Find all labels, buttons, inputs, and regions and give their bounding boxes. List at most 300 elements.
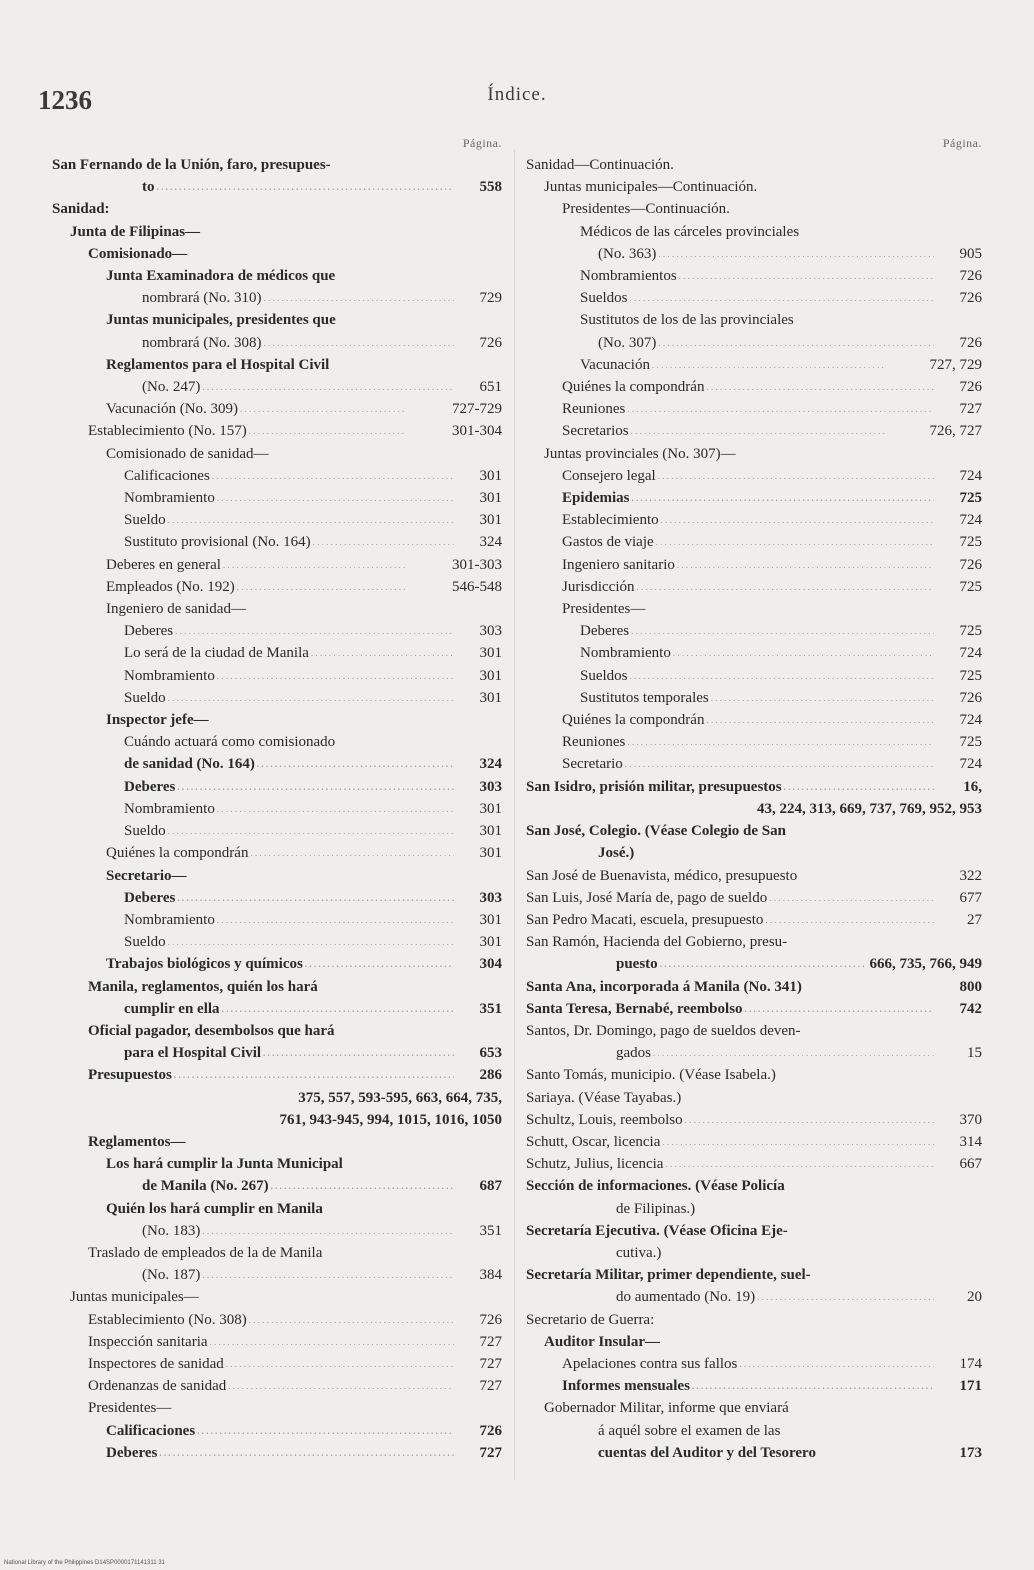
index-entry-page: 726, 727 [929, 423, 982, 440]
index-entry-page: 303 [479, 889, 502, 906]
index-entry [52, 221, 502, 243]
index-entry [526, 509, 982, 531]
index-entry-text: (No. 183) . . . [52, 1220, 454, 1242]
index-entry-page: 301 [479, 911, 502, 928]
index-entry [526, 753, 982, 775]
index-entry-text: (No. 307) . . . [526, 332, 934, 354]
index-entry [52, 1198, 502, 1220]
index-entry [52, 1420, 502, 1442]
index-entry-text: Sustitutos temporales . . . [526, 687, 934, 709]
index-entry-text: Santa Ana, incorporada á Manila (No. 341) [526, 978, 802, 995]
index-entry-page: 726 [959, 556, 982, 573]
index-entry [52, 865, 502, 887]
index-entry [526, 665, 982, 687]
index-entry-page: 687 [479, 1178, 502, 1195]
index-entry-page: 546-548 [452, 578, 502, 595]
index-entry [526, 1375, 982, 1397]
index-entry [526, 443, 982, 465]
index-entry [52, 509, 502, 531]
index-entry [526, 176, 982, 198]
index-entry-text: do aumentado (No. 19) . . . [526, 1286, 934, 1308]
index-entry [526, 865, 982, 887]
index-entry [52, 909, 502, 931]
index-entry-page: 724 [959, 512, 982, 529]
index-entry [526, 1420, 982, 1442]
index-entry [526, 998, 982, 1020]
index-entry-text: Juntas municipales— [70, 1289, 199, 1306]
index-entry-text: (No. 363) . . . [526, 243, 934, 265]
index-entry [526, 642, 982, 664]
index-entry-page: 301 [479, 512, 502, 529]
index-entry-page: 27 [967, 911, 982, 928]
index-entry [526, 465, 982, 487]
index-entry [526, 1309, 982, 1331]
index-entry [526, 354, 982, 376]
index-entry-page: 303 [479, 778, 502, 795]
index-entry-text: Sueldos . . . [526, 287, 934, 309]
index-entry-page: 727 [479, 1444, 502, 1461]
index-entry-text: San José de Buenavista, médico, presupuesto [526, 867, 798, 884]
index-page-refs-continued: 761, 943-945, 994, 1015, 1016, 1050 [279, 1111, 502, 1128]
index-entry [52, 976, 502, 998]
index-entry [526, 198, 982, 220]
index-entry [52, 265, 502, 287]
index-entry-text: Los hará cumplir la Junta Municipal [106, 1156, 343, 1173]
index-entry [52, 154, 502, 176]
index-entry [52, 931, 502, 953]
index-entry [52, 642, 502, 664]
index-entry-page: 301 [479, 823, 502, 840]
index-entry-text: Secretaría Militar, primer dependiente, suel- [526, 1267, 811, 1284]
index-entry-text: Deberes . . . [526, 620, 934, 642]
index-entry [52, 665, 502, 687]
index-entry-text: Nombramientos . . . [526, 265, 934, 287]
index-entry [52, 287, 502, 309]
index-entry-text: puesto . . . [526, 953, 864, 975]
index-entry-text: Sueldo . . . [52, 687, 454, 709]
index-entry [52, 1242, 502, 1264]
index-entry-page: 666, 735, 766, 949 [869, 956, 982, 973]
index-entry-page: 286 [479, 1067, 502, 1084]
index-entry [526, 1087, 982, 1109]
index-entry-text: Reglamentos— [88, 1133, 186, 1150]
index-entry [52, 598, 502, 620]
index-entry-text: Sustituto provisional (No. 164) . . . [52, 531, 454, 553]
index-entry-page: 558 [479, 179, 502, 196]
index-entry [52, 354, 502, 376]
index-entry-text: Jurisdicción . . . [526, 576, 934, 598]
index-entry-text: to . . . [52, 176, 454, 198]
index-entry-text: Médicos de las cárceles provinciales [580, 223, 800, 240]
index-entry-page: 727, 729 [929, 356, 982, 373]
index-entry [52, 243, 502, 265]
index-entry-text: Quiénes la compondrán . . . [526, 376, 934, 398]
index-entry-text: Establecimiento (No. 157) . . . [52, 420, 406, 442]
index-list-right [526, 154, 982, 1464]
index-entry [526, 1242, 982, 1264]
index-entry-text: Calificaciones . . . [52, 1420, 454, 1442]
index-entry-page: 905 [959, 245, 982, 262]
index-entry-text: Reuniones . . . [526, 398, 934, 420]
index-entry [52, 465, 502, 487]
index-entry [526, 909, 982, 931]
index-entry-page: 724 [959, 712, 982, 729]
index-entry-text: Santo Tomás, municipio. (Véase Isabela.) [526, 1067, 776, 1084]
index-entry-page: 15 [967, 1045, 982, 1062]
index-entry-text: gados . . . [526, 1042, 934, 1064]
index-entry-text: Sustitutos de los de las provinciales [580, 312, 794, 329]
index-entry-text: Juntas provinciales (No. 307)— [544, 445, 736, 462]
index-entry-page: 725 [959, 734, 982, 751]
index-entry-text: Santa Teresa, Bernabé, reembolso . . . [526, 998, 934, 1020]
index-entry-text: Establecimiento . . . [526, 509, 934, 531]
index-entry [52, 1153, 502, 1175]
index-entry-text: Gobernador Militar, informe que enviará [544, 1400, 789, 1417]
index-entry-text: Ingeniero sanitario . . . [526, 554, 934, 576]
index-entry-text: San Ramón, Hacienda del Gobierno, presu- [526, 934, 788, 951]
index-entry-page: 351 [479, 1222, 502, 1239]
index-entry-page: 651 [479, 379, 502, 396]
index-entry [526, 1442, 982, 1464]
index-entry-page: 726 [959, 689, 982, 706]
index-entry [526, 576, 982, 598]
index-entry-page: 726 [959, 334, 982, 351]
index-entry-text: Ordenanzas de sanidad . . . [52, 1375, 454, 1397]
index-entry-text: Calificaciones . . . [52, 465, 454, 487]
index-entry [526, 309, 982, 331]
index-entry-text: Deberes . . . [52, 776, 454, 798]
index-entry [526, 598, 982, 620]
index-entry-text: nombrará (No. 310) . . . [52, 287, 454, 309]
index-entry [52, 1175, 502, 1197]
index-entry [52, 1020, 502, 1042]
index-entry [52, 953, 502, 975]
index-entry-text: Vacunación . . . [526, 354, 886, 376]
index-entry [526, 221, 982, 243]
index-entry-text: Santos, Dr. Domingo, pago de sueldos deven- [526, 1022, 801, 1039]
index-entry-text: San Isidro, prisión militar, presupuestos . . . [526, 776, 934, 798]
index-entry-text: Sección de informaciones. (Véase Policía [526, 1178, 785, 1195]
index-entry [52, 1131, 502, 1153]
index-entry-text: Establecimiento (No. 308) . . . [52, 1309, 454, 1331]
index-entry-text: Deberes . . . [52, 1442, 454, 1464]
index-entry-text: Inspectores de sanidad . . . [52, 1353, 454, 1375]
index-entry [526, 820, 982, 842]
index-entry [52, 998, 502, 1020]
index-entry [526, 1020, 982, 1042]
page-title: Índice. [487, 84, 547, 105]
index-entry [526, 931, 982, 953]
index-entry [526, 265, 982, 287]
index-entry-text: Cuándo actuará como comisionado [124, 734, 336, 751]
pagina-label: Página. [462, 136, 502, 150]
index-entry-text: Auditor Insular— [544, 1333, 661, 1350]
index-entry-page: 726 [479, 334, 502, 351]
index-entry-text: Empleados (No. 192) . . . [52, 576, 406, 598]
index-entry-text: Epidemias . . . [526, 487, 934, 509]
index-entry-text: Nombramiento . . . [52, 909, 454, 931]
index-entry [52, 198, 502, 220]
index-entry [52, 1375, 502, 1397]
index-entry-text: Juntas municipales, presidentes que [106, 312, 336, 329]
index-entry-page: 322 [959, 867, 982, 884]
index-entry [52, 798, 502, 820]
index-entry-text: Manila, reglamentos, quién los hará [88, 978, 318, 995]
index-entry-text: de sanidad (No. 164) . . . [52, 753, 454, 775]
index-entry-page: 171 [959, 1378, 982, 1395]
index-entry-text: para el Hospital Civil . . . [52, 1042, 454, 1064]
index-entry-page: 301 [479, 845, 502, 862]
index-entry-text: cutiva.) [616, 1244, 662, 1261]
index-entry [52, 753, 502, 775]
index-entry [52, 1331, 502, 1353]
index-entry [52, 842, 502, 864]
index-entry-text: Inspector jefe— [106, 712, 209, 729]
index-entry [52, 1220, 502, 1242]
index-entry [526, 554, 982, 576]
column-divider [514, 150, 515, 1480]
index-entry-text: Schultz, Louis, reembolso . . . [526, 1109, 934, 1131]
index-entry [52, 887, 502, 909]
index-entry [52, 820, 502, 842]
index-entry-text: Gastos de viaje . . . [526, 531, 934, 553]
index-entry [526, 487, 982, 509]
index-entry-page: 301 [479, 689, 502, 706]
index-entry [526, 1397, 982, 1419]
index-entry [526, 1331, 982, 1353]
index-entry-page: 725 [959, 578, 982, 595]
index-entry [52, 1064, 502, 1086]
index-entry-page: 314 [959, 1133, 982, 1150]
index-entry-page: 726 [959, 379, 982, 396]
index-entry [526, 332, 982, 354]
index-entry [52, 731, 502, 753]
index-entry-text: Traslado de empleados de la de Manila [88, 1244, 323, 1261]
index-entry [526, 1286, 982, 1308]
index-entry-page: 727 [479, 1355, 502, 1372]
pagina-label: Página. [942, 136, 982, 150]
index-page-refs-continued: 375, 557, 593-595, 663, 664, 735, [298, 1089, 502, 1106]
index-entry [52, 176, 502, 198]
index-entry-page: 301 [479, 645, 502, 662]
index-entry-text: Presidentes—Continuación. [562, 201, 730, 218]
left-column [52, 136, 502, 1464]
index-entry-text: Sueldo . . . [52, 509, 454, 531]
index-entry-text: Oficial pagador, desembolsos que hará [88, 1022, 335, 1039]
index-entry-page: 301-303 [452, 556, 502, 573]
index-entry [52, 420, 502, 442]
index-entry-page: 303 [479, 623, 502, 640]
index-entry-text: Ingeniero de sanidad— [106, 601, 246, 618]
index-entry [52, 1353, 502, 1375]
index-entry-text: Vacunación (No. 309) . . . [52, 398, 406, 420]
index-entry [526, 887, 982, 909]
footer-credit: National Library of the Philippines D14SP0000171141311 31 [4, 1560, 165, 1566]
index-entry-text: Nombramiento . . . [52, 487, 454, 509]
index-entry-page: 301 [479, 800, 502, 817]
index-entry [52, 398, 502, 420]
index-entry [526, 776, 982, 798]
index-entry [526, 398, 982, 420]
index-entry-text: Sanidad: [52, 201, 110, 218]
index-entry [52, 531, 502, 553]
index-entry [52, 443, 502, 465]
index-entry [52, 1442, 502, 1464]
index-entry-text: Trabajos biológicos y químicos . . . [52, 953, 454, 975]
index-entry-text: nombrará (No. 308) . . . [52, 332, 454, 354]
index-entry [52, 554, 502, 576]
index-entry [526, 420, 982, 442]
index-entry-page: 667 [959, 1156, 982, 1173]
index-entry-text: Nombramiento . . . [52, 798, 454, 820]
index-entry-page: 351 [479, 1000, 502, 1017]
index-entry-text: Secretario . . . [526, 753, 934, 775]
index-entry [52, 776, 502, 798]
index-entry [52, 620, 502, 642]
index-entry-page: 301 [479, 490, 502, 507]
index-entry-page: 727 [959, 401, 982, 418]
index-entry [52, 309, 502, 331]
index-entry-text: José.) [598, 845, 635, 862]
index-entry [526, 1131, 982, 1153]
index-entry [526, 687, 982, 709]
index-entry-page: 726 [479, 1422, 502, 1439]
index-entry-text: San Pedro Macati, escuela, presupuesto . . . [526, 909, 934, 931]
index-entry-text: Schutt, Oscar, licencia . . . [526, 1131, 934, 1153]
index-entry-text: Informes mensuales . . . [526, 1375, 934, 1397]
index-entry-page: 742 [959, 1000, 982, 1017]
index-entry [526, 287, 982, 309]
index-entry-page: 174 [959, 1355, 982, 1372]
index-entry [526, 953, 982, 975]
index-entry [526, 531, 982, 553]
index-entry-page: 727 [479, 1333, 502, 1350]
index-entry-text: Nombramiento . . . [52, 665, 454, 687]
index-entry [52, 1264, 502, 1286]
index-entry-text: Sariaya. (Véase Tayabas.) [526, 1089, 682, 1106]
index-entry-text: Reglamentos para el Hospital Civil [106, 356, 330, 373]
page-number: 1236 [38, 85, 92, 115]
index-entry [526, 1109, 982, 1131]
index-entry [52, 687, 502, 709]
index-entry-text: á aquél sobre el examen de las [598, 1422, 781, 1439]
index-entry [526, 731, 982, 753]
index-entry-page: 726 [479, 1311, 502, 1328]
index-entry-page: 384 [479, 1267, 502, 1284]
index-entry-text: Lo será de la ciudad de Manila . . . [52, 642, 454, 664]
index-entry [526, 154, 982, 176]
index-entry [52, 376, 502, 398]
index-entry-text: Consejero legal . . . [526, 465, 934, 487]
index-entry-text: Nombramiento . . . [526, 642, 934, 664]
index-entry-text: Secretario de Guerra: [526, 1311, 655, 1328]
index-entry-page: 301 [479, 667, 502, 684]
index-entry-text: Quiénes la compondrán . . . [52, 842, 454, 864]
index-entry-page: 370 [959, 1111, 982, 1128]
index-entry [52, 1309, 502, 1331]
index-entry-page: 725 [959, 623, 982, 640]
index-entry [526, 243, 982, 265]
index-entry-text: cuentas del Auditor y del Tesorero [598, 1444, 816, 1461]
index-entry-page: 729 [479, 290, 502, 307]
index-entry-page: 724 [959, 467, 982, 484]
index-entry-page: 301-304 [452, 423, 502, 440]
index-entry-page: 727 [479, 1378, 502, 1395]
index-entry-page: 726 [959, 290, 982, 307]
index-entry-text: Quiénes la compondrán . . . [526, 709, 934, 731]
index-entry-page: 301 [479, 467, 502, 484]
index-entry-text: San José, Colegio. (Véase Colegio de San [526, 823, 786, 840]
index-entry [52, 332, 502, 354]
index-entry-page: 725 [959, 490, 982, 507]
index-entry-text: Secretarios . . . [526, 420, 886, 442]
index-entry-page: 324 [479, 534, 502, 551]
index-entry-page: 725 [959, 534, 982, 551]
index-entry-text: (No. 247) . . . [52, 376, 454, 398]
index-entry [52, 1042, 502, 1064]
index-entry-page: 304 [479, 956, 502, 973]
index-entry [526, 1042, 982, 1064]
index-entry-page: 301 [479, 934, 502, 951]
index-entry-text: Schutz, Julius, licencia . . . [526, 1153, 934, 1175]
index-entry-page: 16, [963, 778, 982, 795]
index-entry [52, 1397, 502, 1419]
index-entry-text: Inspección sanitaria . . . [52, 1331, 454, 1353]
index-entry-page: 173 [959, 1444, 982, 1461]
index-entry-page: 653 [479, 1045, 502, 1062]
index-entry-text: Secretaría Ejecutiva. (Véase Oficina Eje- [526, 1222, 788, 1239]
index-entry-text: Junta de Filipinas— [70, 223, 201, 240]
index-entry-page: 677 [959, 889, 982, 906]
index-entry [526, 842, 982, 864]
index-entry [526, 620, 982, 642]
index-entry-page: 724 [959, 756, 982, 773]
index-entry [52, 709, 502, 731]
index-entry-text: Sueldos . . . [526, 665, 934, 687]
index-entry-text: Presidentes— [88, 1400, 172, 1417]
index-entry [526, 376, 982, 398]
index-entry-text: Deberes . . . [52, 620, 454, 642]
index-entry [526, 1264, 982, 1286]
right-column [526, 136, 982, 1464]
index-entry-text: San Luis, José María de, pago de sueldo . . . [526, 887, 934, 909]
index-entry-text: (No. 187) . . . [52, 1264, 454, 1286]
index-entry [526, 709, 982, 731]
index-entry-page: 726 [959, 268, 982, 285]
index-entry-text: de Manila (No. 267) . . . [52, 1175, 454, 1197]
index-entry-text: Presidentes— [562, 601, 646, 618]
index-entry-page: 324 [479, 756, 502, 773]
index-entry-text: de Filipinas.) [616, 1200, 696, 1217]
index-entry [526, 1198, 982, 1220]
index-entry-page: 20 [967, 1289, 982, 1306]
index-list-left [52, 154, 502, 1464]
index-entry-page: 724 [959, 645, 982, 662]
index-entry [526, 976, 982, 998]
index-entry-text: Sanidad—Continuación. [526, 157, 674, 173]
index-entry-text: Reuniones . . . [526, 731, 934, 753]
index-entry-text: Comisionado de sanidad— [106, 445, 269, 462]
index-entry-text: Junta Examinadora de médicos que [106, 268, 336, 285]
index-entry-page: 800 [959, 978, 982, 995]
index-entry [52, 487, 502, 509]
index-entry-text: Quién los hará cumplir en Manila [106, 1200, 323, 1217]
index-entry [526, 1175, 982, 1197]
index-entry-text: Juntas municipales—Continuación. [544, 179, 758, 196]
index-page-refs-continued: 43, 224, 313, 669, 737, 769, 952, 953 [757, 800, 982, 817]
index-entry-text: Secretario— [106, 867, 187, 884]
index-entry [52, 1286, 502, 1308]
